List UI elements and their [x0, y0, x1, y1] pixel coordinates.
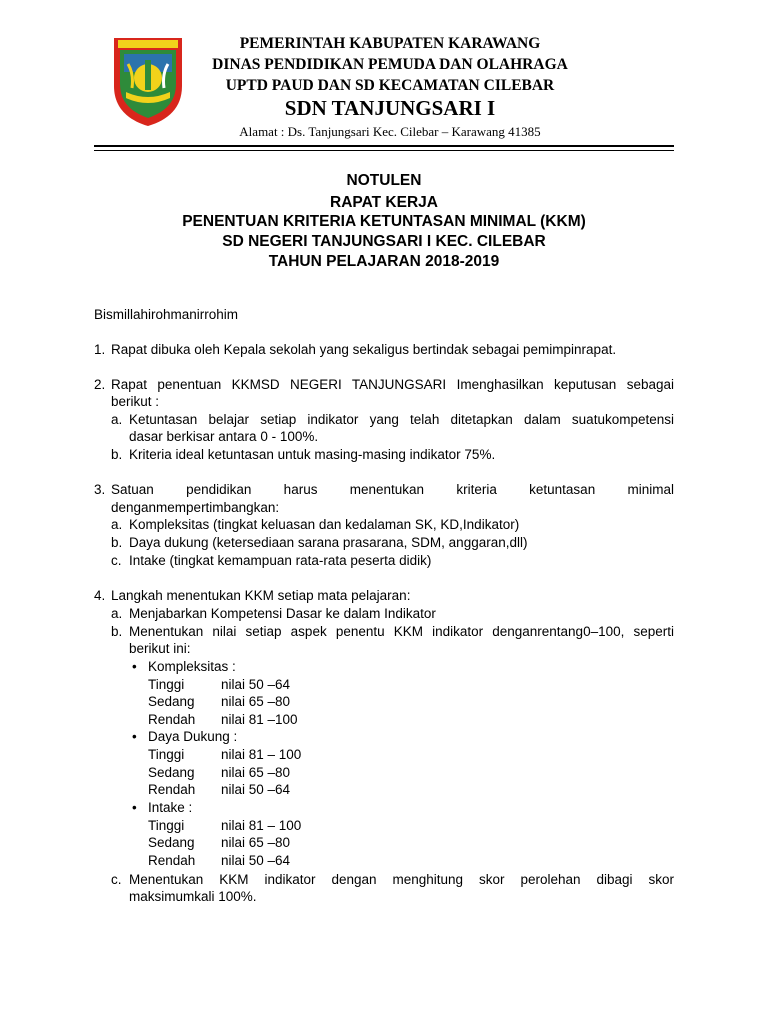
item-3-number: 3. [94, 482, 106, 497]
group-intake-label: Intake : [148, 800, 193, 815]
item-4a-text: Menjabarkan Kompetensi Dasar ke dalam Indikator [129, 606, 436, 621]
item-4a-label: a. [111, 606, 123, 621]
group-intake-row-2-key: Sedang [148, 835, 195, 850]
letterhead-line-2: DINAS PENDIDIKAN PEMUDA DAN OLAHRAGA [212, 56, 568, 73]
item-4b-label: b. [111, 624, 123, 639]
item-3c-label: c. [111, 553, 122, 568]
group-intake-row-2-value: nilai 65 –80 [221, 835, 291, 850]
bullet: • [132, 659, 137, 674]
group-kompleksitas-label: Kompleksitas : [148, 659, 236, 674]
item-2a-text-line-2: dasar berkisar antara 0 - 100%. [129, 429, 319, 444]
group-kompleksitas-row-3-value: nilai 81 –100 [221, 712, 298, 727]
group-daya-dukung-row-2-value: nilai 65 –80 [221, 765, 291, 780]
item-4c-text-line-2: maksimumkali 100%. [129, 889, 257, 904]
doc-title-2: RAPAT KERJA [330, 194, 438, 211]
item-2a-text-line-1: Ketuntasan belajar setiap indikator yang telah ditetapkan dalam suatukompetensi [129, 412, 674, 427]
item-2a-label: a. [111, 412, 123, 427]
group-kompleksitas-row-2-value: nilai 65 –80 [221, 694, 291, 709]
letterhead-rule-thin [94, 150, 674, 151]
letterhead-rule-thick [94, 145, 674, 147]
item-2-number: 2. [94, 377, 106, 392]
item-2b-label: b. [111, 447, 123, 462]
group-intake-row-3-key: Rendah [148, 853, 196, 868]
item-3-text-line-2: denganmempertimbangkan: [111, 500, 280, 515]
item-3b-label: b. [111, 535, 123, 550]
item-3-text-line-1: Satuan pendidikan harus menentukan kriteria ketuntasan minimal [111, 482, 674, 497]
doc-title-1: NOTULEN [346, 172, 422, 189]
school-name: SDN TANJUNGSARI I [284, 96, 496, 120]
item-4-number: 4. [94, 588, 106, 603]
item-4c-text-line-1: Menentukan KKM indikator dengan menghitung skor perolehan dibagi skor [129, 872, 674, 887]
group-intake-row-1-value: nilai 81 – 100 [221, 818, 302, 833]
group-kompleksitas-row-2-key: Sedang [148, 694, 195, 709]
item-3b-text: Daya dukung (ketersediaan sarana prasarana, SDM, anggaran,dll) [129, 535, 528, 550]
group-intake-row-3-value: nilai 50 –64 [221, 853, 291, 868]
group-intake-row-1-key: Tinggi [148, 818, 185, 833]
letterhead-line-1: PEMERINTAH KABUPATEN KARAWANG [239, 35, 541, 52]
group-kompleksitas-row-1-value: nilai 50 –64 [221, 677, 291, 692]
item-1-text: Rapat dibuka oleh Kepala sekolah yang sekaligus bertindak sebagai pemimpinrapat. [111, 342, 617, 357]
item-4b-text-line-2: berikut ini: [129, 641, 191, 656]
group-daya-dukung-label: Daya Dukung : [148, 729, 238, 744]
item-2-text-line-1: Rapat penentuan KKMSD NEGERI TANJUNGSARI Imenghasilkan keputusan sebagai [111, 377, 674, 392]
doc-title-5: TAHUN PELAJARAN 2018-2019 [268, 253, 500, 270]
group-daya-dukung-row-1-value: nilai 81 – 100 [221, 747, 302, 762]
bullet: • [132, 729, 137, 744]
item-2b-text: Kriteria ideal ketuntasan untuk masing-masing indikator 75%. [129, 447, 496, 462]
group-kompleksitas-row-1-key: Tinggi [148, 677, 185, 692]
group-kompleksitas-row-3-key: Rendah [148, 712, 196, 727]
item-2-text-line-2: berikut : [111, 394, 160, 409]
item-3a-text: Kompleksitas (tingkat keluasan dan kedalaman SK, KD,Indikator) [129, 517, 520, 532]
item-4-text: Langkah menentukan KKM setiap mata pelajaran: [111, 588, 411, 603]
bullet: • [132, 800, 137, 815]
group-daya-dukung-row-2-key: Sedang [148, 765, 195, 780]
item-3a-label: a. [111, 517, 123, 532]
doc-title-3: PENENTUAN KRITERIA KETUNTASAN MINIMAL (KKM) [182, 213, 586, 230]
item-3c-text: Intake (tingkat kemampuan rata-rata peserta didik) [129, 553, 432, 568]
group-daya-dukung-row-3-key: Rendah [148, 782, 196, 797]
school-address: Alamat : Ds. Tanjungsari Kec. Cilebar – Karawang 41385 [239, 124, 541, 139]
item-4b-text-line-1: Menentukan nilai setiap aspek penentu KKM indikator denganrentang0–100, seperti [129, 624, 674, 639]
item-4c-label: c. [111, 872, 122, 887]
group-daya-dukung-row-3-value: nilai 50 –64 [221, 782, 291, 797]
opening-line: Bismillahirohmanirrohim [94, 307, 239, 322]
karawang-regency-logo [110, 34, 186, 128]
doc-title-4: SD NEGERI TANJUNGSARI I KEC. CILEBAR [222, 233, 546, 250]
group-daya-dukung-row-1-key: Tinggi [148, 747, 185, 762]
item-1-number: 1. [94, 342, 106, 357]
letterhead-line-3: UPTD PAUD DAN SD KECAMATAN CILEBAR [225, 77, 555, 94]
